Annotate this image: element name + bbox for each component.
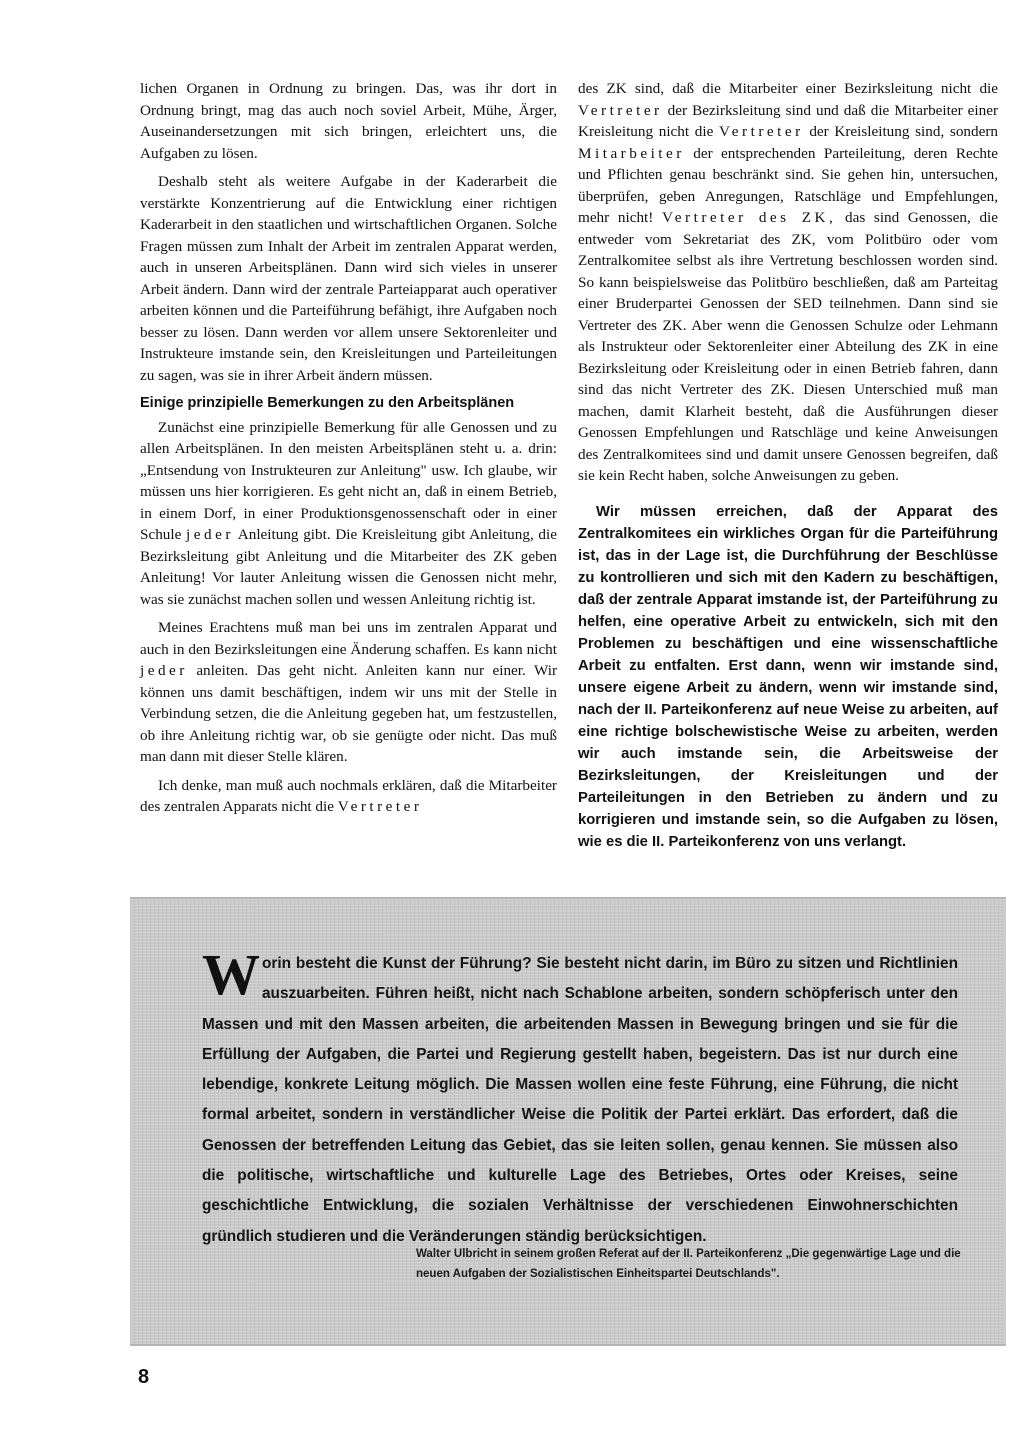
spaced-word: jeder — [140, 662, 188, 679]
page-number: 8 — [138, 1366, 150, 1388]
spaced-word: Vertreter — [578, 101, 663, 119]
quote-body: orin besteht die Kunst der Führung? Sie besteht nicht darin, im Büro zu sitzen und Richtlinien auszuarbeiten. Führen heißt, nicht nach Schablone arbeiten, sondern schöpferisch unter den Massen und mit den Massen arbeiten, die arbeitenden Massen in Bewegung bringen und sie für die Erfüllung der Aufgaben, die Partei und Regierung gestellt haben, begeistern. Das ist nur durch eine lebendige, konkrete Leitung möglich. Die Massen wollen eine feste Führung, eine Führung, die nicht formal arbeitet, sondern in verständlicher Weise die Politik der Partei erklärt. Das erfordert, daß die Genossen der betreffenden Leitung das Gebiet, das sie leiten sollen, genau kennen. Sie müssen also die politische, wirtschaftliche und kulturelle Lage des Betriebes, Ortes oder Kreises, seine geschichtliche Entwicklung, die sozialen Verhältnisse der verschiedenen Einwohnerschichten gründlich studieren und die Veränderungen ständig berücksichtigen. — [202, 955, 958, 1245]
drop-cap: W — [202, 942, 260, 1007]
text-run: Ich denke, man muß auch nochmals erklären, daß die Mitarbeiter des zentralen Apparats nicht die — [140, 776, 557, 815]
text-run: der entsprechenden Parteileitung, deren Rechte und Pflichten genau beschränkt sind. Sie gehen hin, untersuchen, überprüfen, geben Anregungen, Ratschläge und Empfehlungen, mehr nicht! — [578, 144, 998, 226]
spaced-word: Vertreter — [337, 798, 423, 815]
text-run: Anleitung gibt. Die Kreisleitung gibt Anleitung, die Bezirksleitung gibt Anleitung und die Mitarbeiter des ZK geben Anleitung! Vor lauter Anleitung wissen die Genossen nicht mehr, was sie zunächst machen sollen und wessen Anleitung richtig ist. — [140, 526, 557, 608]
text-run: des ZK sind, daß die Mitarbeiter einer Bezirksleitung nicht die — [578, 80, 998, 97]
text-run: der Kreisleitung sind, sondern — [809, 123, 998, 140]
text-run: anleiten. Das geht nicht. Anleiten kann nur einer. Wir können uns damit beschäftigen, indem wir uns mit der Stelle in Verbindung setzen, die die Anleitung gegeben hat, um festzustellen, ob ihre Anleitung richtig war, ob sie genügte oder nicht. Das muß man dann mit dieser Stelle klären. — [140, 662, 557, 765]
paragraph — [578, 78, 998, 487]
text-run: der Bezirksleitung sind und daß die Mitarbeiter einer Kreisleitung nicht die — [578, 101, 999, 140]
quote-text — [202, 942, 958, 1252]
paragraph — [140, 617, 557, 768]
section-heading: Einige prinzipielle Bemerkungen zu den Arbeitsplänen — [140, 395, 515, 411]
paragraph — [140, 775, 557, 818]
left-column — [140, 78, 557, 825]
bold-paragraph: Wir müssen erreichen, daß der Apparat des Zentralkomitees ein wirkliches Organ für die Parteiführung ist, das in der Lage ist, die Durchführung der Beschlüsse zu kontrollieren und sich mit den Kadern zu beschäftigen, daß der zentrale Apparat imstande ist, der Parteiführung zu helfen, eine operative Arbeit zu entwickeln, sich mit den Problemen zu beschäftigen und eine wissenschaftliche Arbeit zu entfalten. Erst dann, wenn wir imstande sind, unsere eigene Arbeit zu ändern, wenn wir imstande sind, nach der II. Parteikonferenz auf neue Weise zu arbeiten, auf eine richtige bolschewistische Weise zu arbeiten, werden wir auch imstande sein, die Arbeitsweise der Bezirksleitungen, der Kreisleitungen und der Parteileitungen in den Betrieben zu ändern und zu korrigieren und imstande sein, so die Aufgaben zu lösen, wie es die II. Parteikonferenz von uns verlangt. — [578, 503, 998, 850]
paragraph: lichen Organen in Ordnung zu bringen. Das, was ihr dort in Ordnung bringt, mag das auch noch soviel Arbeit, Mühe, Ärger, Auseinandersetzungen mit sich bringen, erleichtert uns, die Aufgaben zu lösen. — [140, 80, 557, 162]
spaced-word: jeder — [186, 526, 234, 543]
paragraph: Deshalb steht als weitere Aufgabe in der Kaderarbeit die verstärkte Konzentrierung auf die Entwicklung einer richtigen Kaderarbeit in den staatlichen und wirtschaftlichen Organen. Solche Fragen müssen zum Inhalt der Arbeit im zentralen Apparat werden, auch in unseren Arbeitsplänen. Dann wird sich vieles in unserer Arbeit ändern. Dann wird der zentrale Parteiapparat auch operativer arbeiten können und die Parteiführung befähigt, ihre Aufgaben noch besser zu lösen. Dann werden vor allem unsere Sektorenleiter und Instrukteure imstande sein, den Kreisleitungen und Parteileitungen zu sagen, was sie in ihrer Arbeit ändern müssen. — [140, 173, 557, 384]
right-column — [578, 78, 998, 860]
quote-source: Walter Ulbricht in seinem großen Referat auf der II. Parteikonferenz „Die gegenwärtige Lage und die neuen Aufgaben der Sozialistischen Einheitspartei Deutschlands". — [416, 1248, 961, 1280]
quote-box — [130, 897, 1006, 1346]
text-run: Meines Erachtens muß man bei uns im zentralen Apparat und auch in den Bezirksleitungen eine Änderung schaffen. Es kann nicht — [140, 619, 557, 658]
spaced-word: Vertreter des ZK, — [662, 209, 837, 226]
spaced-word: Vertreter — [719, 123, 804, 140]
text-run: Zunächst eine prinzipielle Bemerkung für alle Genossen und zu allen Arbeitsplänen. In den meisten Arbeitsplänen steht u. a. drin: „Entsendung von Instrukteuren zur Anleitung" usw. Ich glaube, wir müssen uns hier korrigieren. Es geht nicht an, daß in einem Betrieb, in einem Dorf, in einer Produktionsgenossenschaft oder in einer Schule — [140, 418, 557, 543]
spaced-word: Mitarbeiter — [578, 144, 685, 162]
paragraph — [140, 417, 557, 611]
text-run: das sind Genossen, die entweder vom Sekretariat des ZK, vom Politbüro oder vom Zentralkomitee selbst als ihre Vertretung beschlossen worden sind. So kann beispielsweise das Politbüro beschließen, daß am Parteitag einer Bruderpartei Genossen der SED teilnehmen. Dann sind sie Vertreter des ZK. Aber wenn die Genossen Schulze oder Lehmann als Instrukteur oder Sektorenleiter einer Abteilung des ZK in eine Bezirksleitung oder Kreisleitung oder in einen Betrieb fahren, dann sind das nicht Vertreter des ZK. Diesen Unterschied muß man machen, damit Klarheit besteht, daß die Ausführungen dieser Genossen Empfehlungen und Ratschläge und keine Anweisungen des Zentralkomitees sind und damit unsere Genossen begreifen, daß sie kein Recht haben, solche Anweisungen zu geben. — [578, 209, 999, 484]
